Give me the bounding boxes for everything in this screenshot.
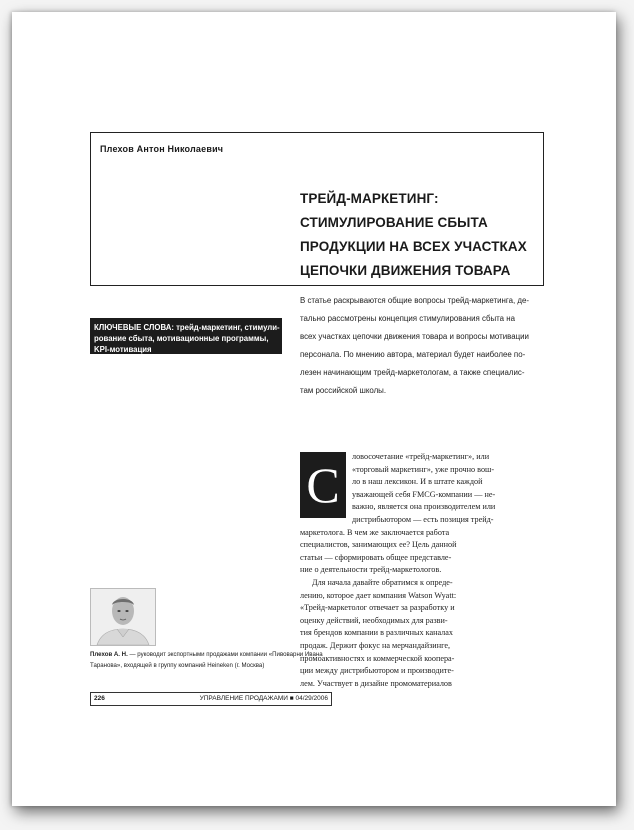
body-line: уважающей себя FMCG-компании — не- [352,489,496,499]
title-line: СТИМУЛИРОВАНИЕ СБЫТА [300,215,488,230]
abstract [300,292,548,400]
article-body [300,451,548,690]
body-line: «Трейд-маркетолог отвечает за разработку и [300,603,455,613]
page-footer [90,692,332,706]
author-name: Плехов Антон Николаевич [100,144,224,154]
body-line: оценку действий, необходимых для разви- [300,615,448,625]
body-line: ние о деятельности трейд-маркетологов. [300,565,442,575]
keywords-box [90,318,282,354]
body-line: ло в наш лексикон. И в штате каждой [352,477,483,487]
abstract-line: всех участках цепочки движения товара и вопросы мотивации [300,332,529,341]
title-line: ЦЕПОЧКИ ДВИЖЕНИЯ ТОВАРА [300,263,511,278]
magazine-issue: УПРАВЛЕНИЕ ПРОДАЖАМИ ■ 04/29/2006 [199,695,328,702]
keywords-line: рование сбыта, мотивационные программы, [94,334,269,343]
body-line: «торговый маркетинг», уже прочно вош- [352,464,495,474]
bio-line: Таранова», входящей в группу компаний Heineken (г. Москва) [90,662,265,669]
author-bio [90,649,330,671]
body-line: специалистов, занимающих ее? Цель данной [300,540,457,550]
body-line: лению, которое дает компания Watson Wyatt: [300,590,457,600]
body-line: продаж. Держит фокус на мерчандайзинге, [300,640,451,650]
bio-text: — руководит экспортными продажами компании «Пивоварни Ивана [127,651,323,658]
drop-cap: С [300,452,346,518]
body-line: тия брендов компании в различных каналах [300,628,453,638]
bio-line [90,649,330,660]
body-line: промоактивностях и коммерческой коопера- [300,653,455,663]
body-line: лем. Участвует в дизайне промоматериалов [300,678,452,688]
body-line: статьи — сформировать общее представле- [300,552,452,562]
keywords-line: КЛЮЧЕВЫЕ СЛОВА: трейд-маркетинг, стимули- [94,323,280,332]
bio-name: Плехов А. Н. [90,651,128,658]
title-line: ТРЕЙД-МАРКЕТИНГ: [300,191,439,206]
abstract-line: персонала. По мнению автора, материал будет наиболее по- [300,350,526,359]
body-line: ции между дистрибьютором и производите- [300,666,454,676]
abstract-line: В статье раскрываются общие вопросы трейд-маркетинга, де- [300,296,529,305]
body-line: важно, является она производителем или [352,502,496,512]
body-line: дистрибьютором — есть позиция трейд- [352,514,494,524]
author-portrait-icon [91,589,155,645]
author-photo [90,588,156,646]
abstract-line: тально рассмотрены концепция стимулирования сбыта на [300,314,516,323]
title-line: ПРОДУКЦИИ НА ВСЕХ УЧАСТКАХ [300,239,527,254]
body-line: Для начала давайте обратимся к опреде- [312,577,453,587]
body-line: ловосочетание «трейд-маркетинг», или [352,452,490,461]
abstract-line: лезен начинающим трейд-маркетологам, а также специалис- [300,368,525,377]
page-number: 226 [94,695,105,702]
keywords-line: KPI-мотивация [94,345,152,354]
body-line: маркетолога. В чем же заключается работа [300,527,450,537]
abstract-line: там российской школы. [300,386,387,395]
article-title [300,187,540,283]
